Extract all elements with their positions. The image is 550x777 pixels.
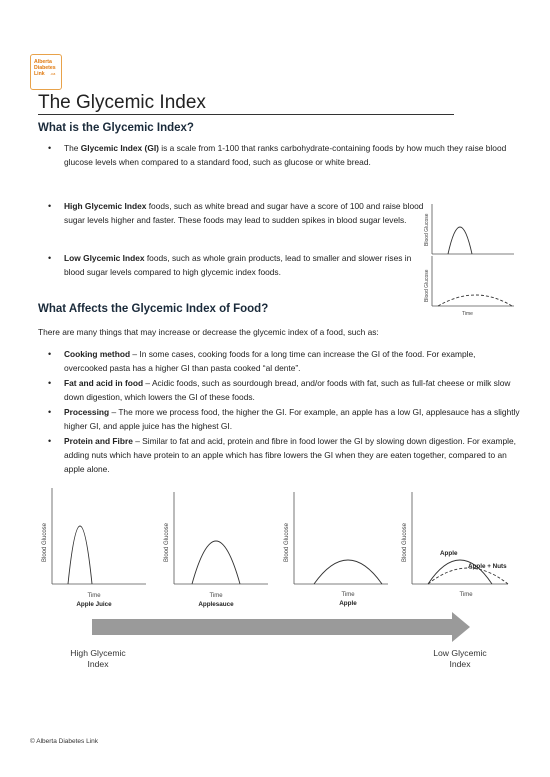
side-chart-ylabel-top: Blood Glucose [424, 213, 430, 246]
chart1-ylabel: Blood Glucose [42, 522, 48, 562]
bullet-protein-fibre: • Protein and Fibre – Similar to fat and acid, protein and fibre in food lower the GI by slowing down digestion. For example, adding nuts which have protein to an apple which has fibre lowers the GI when they are eaten together, compared to an apple alone. [38, 434, 520, 477]
chart4-label-apple: Apple [440, 550, 458, 557]
chart1-caption: Apple Juice [76, 601, 112, 608]
gi-arrow [92, 612, 472, 642]
chart3-ylabel: Blood Glucose [284, 522, 290, 562]
high-gi-curve [448, 227, 472, 254]
arrow-body [92, 619, 452, 635]
chart2-caption: Applesauce [198, 601, 234, 608]
bullet-gi-definition: • The Glycemic Index (GI) is a scale from 1-100 that ranks carbohydrate-containing foods by how much they raise blood glucose levels when compared to a standard food, such as glucose or white bread. [38, 141, 516, 169]
bullet-low-gi: • Low Glycemic Index foods, such as whole grain products, lead to smaller and slower rises in blood sugar levels compared to high glycemic index foods. [38, 251, 424, 279]
chart2-curve [192, 541, 240, 584]
arrow-label-low: Low Glycemic Index [433, 648, 487, 669]
section2-intro: There are many things that may increase or decrease the glycemic index of a food, such as: [38, 327, 379, 337]
chart3-curve [314, 560, 382, 584]
alberta-diabetes-link-logo: Alberta Diabetes Link .ca [30, 54, 62, 90]
chart4-ylabel: Blood Glucose [402, 522, 408, 562]
chart2-ylabel: Blood Glucose [164, 522, 170, 562]
side-gi-chart [418, 198, 518, 320]
section-heading-what-affects: What Affects the Glycemic Index of Food? [38, 303, 269, 315]
bullet-cooking-method: • Cooking method – In some cases, cooking foods for a long time can increase the GI of the food. For example, overcooked pasta has a higher GI than pasta cooked “al dente”. [38, 347, 520, 375]
page-title: The Glycemic Index [38, 92, 206, 113]
side-chart-xlabel: Time [462, 311, 473, 317]
bullet-high-gi: • High Glycemic Index foods, such as white bread and sugar have a score of 100 and raise blood sugar levels higher and faster. These foods may lead to sudden spikes in blood sugar levels. [38, 199, 424, 227]
footer-copyright: © Alberta Diabetes Link [30, 738, 99, 745]
chart4-label-apple-nuts: Apple + Nuts [468, 563, 507, 570]
arrow-head [452, 612, 470, 642]
chart3-xlabel: Time [341, 592, 355, 598]
processing-charts [36, 484, 526, 612]
low-gi-curve [438, 295, 512, 306]
chart4-xlabel: Time [459, 592, 473, 598]
bullet-processing: • Processing – The more we process food, the higher the GI. For example, an apple has a low GI, applesauce has a slightly higher GI, and apple juice has the highest GI. [38, 405, 520, 433]
chart2-xlabel: Time [209, 593, 223, 599]
section-heading-what-is-gi: What is the Glycemic Index? [38, 122, 194, 134]
side-chart-ylabel-bottom: Blood Glucose [424, 269, 430, 302]
bullet-fat-acid: • Fat and acid in food – Acidic foods, such as sourdough bread, and/or foods with fat, such as full-fat cheese or milk slow down digestion, which lowers the GI of these foods. [38, 376, 520, 404]
chart1-xlabel: Time [87, 593, 101, 599]
chart4-apple-nuts-curve [428, 568, 508, 584]
chart3-caption: Apple [339, 600, 357, 607]
title-divider [38, 114, 454, 115]
arrow-label-high: High Glycemic Index [70, 648, 126, 669]
chart1-curve [68, 526, 92, 584]
